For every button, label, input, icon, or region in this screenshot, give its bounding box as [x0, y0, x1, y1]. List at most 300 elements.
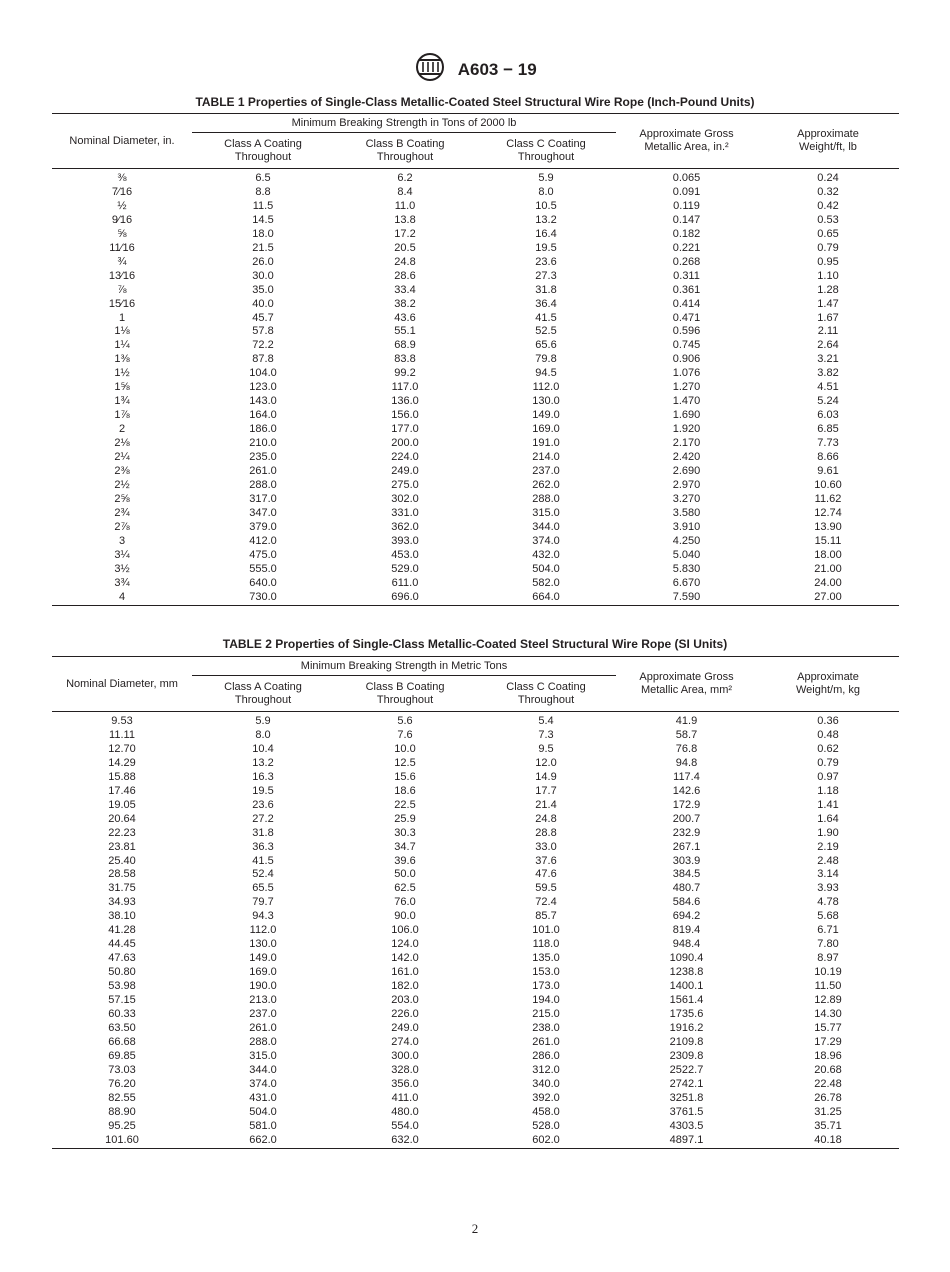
table-cell: 555.0	[249, 562, 277, 575]
table-row	[52, 549, 899, 563]
table-cell: 19.05	[108, 798, 136, 811]
table-cell: 288.0	[249, 478, 277, 491]
table-row	[52, 938, 899, 952]
col-class-c: Class C Coating Throughout	[476, 133, 616, 169]
table-cell: 34.93	[108, 896, 136, 909]
table-row	[52, 423, 899, 437]
table-cell: 200.7	[672, 812, 701, 825]
table-row	[52, 479, 899, 493]
table-cell: 3	[118, 534, 126, 547]
table-cell: 37.6	[535, 854, 557, 867]
table-cell: 13⁄16	[108, 269, 136, 282]
table-cell: 12.70	[108, 742, 136, 755]
table-cell: 1.470	[672, 395, 701, 408]
table-cell: 17.2	[394, 227, 416, 240]
table-cell: 191.0	[532, 437, 560, 450]
table-cell: 2.170	[672, 437, 701, 450]
table-cell: 35.0	[252, 283, 274, 296]
table-cell: 11.0	[394, 199, 416, 212]
table-row	[52, 1134, 899, 1148]
table-cell: 6.670	[672, 576, 701, 589]
table-cell: 1¾	[114, 395, 130, 408]
table-cell: 1.90	[817, 826, 839, 839]
table-cell: 18.96	[814, 1049, 842, 1062]
table-row	[52, 200, 899, 214]
table-cell: 10.19	[814, 966, 842, 979]
table-cell: 261.0	[249, 1021, 277, 1034]
table-cell: 7⁄16	[111, 185, 133, 198]
table-cell: 1⅛	[114, 325, 130, 338]
table-cell: 384.5	[672, 868, 701, 881]
table-cell: 142.0	[391, 952, 419, 965]
table-cell: 2.19	[817, 840, 839, 853]
table-cell: 68.9	[394, 339, 416, 352]
table-cell: 24.8	[535, 812, 557, 825]
table-row	[52, 785, 899, 799]
table-cell: 1½	[114, 367, 130, 380]
table-cell: 12.74	[814, 506, 842, 519]
table-row	[52, 535, 899, 549]
table-row	[52, 563, 899, 577]
table-cell: 632.0	[391, 1133, 419, 1146]
table-cell: 12.89	[814, 994, 842, 1007]
table-cell: 53.98	[108, 980, 136, 993]
table-cell: 182.0	[391, 980, 419, 993]
table-cell: 2742.1	[669, 1077, 704, 1090]
table-cell: 4897.1	[669, 1133, 704, 1146]
table-cell: 213.0	[249, 994, 277, 1007]
table-cell: 504.0	[532, 562, 560, 575]
table-cell: 8.66	[817, 451, 839, 464]
table-row	[52, 1078, 899, 1092]
table-cell: 15⁄16	[108, 297, 136, 310]
table-cell: 173.0	[532, 980, 560, 993]
table-cell: 18.0	[252, 227, 274, 240]
table-cell: 582.0	[532, 576, 560, 589]
table-row	[52, 799, 899, 813]
table-cell: 52.4	[252, 868, 274, 881]
table-row	[52, 896, 899, 910]
table-cell: 11.5	[252, 199, 274, 212]
col-class-c: Class C Coating Throughout	[476, 676, 616, 712]
table-cell: 5.68	[817, 910, 839, 923]
table-cell: 41.9	[675, 715, 698, 727]
table-cell: 7.590	[672, 590, 701, 603]
table-cell: 20.5	[394, 241, 416, 254]
table-row	[52, 910, 899, 924]
table-cell: 611.0	[391, 576, 419, 589]
table-cell: 9⁄16	[111, 213, 133, 226]
table-cell: 5.6	[397, 715, 413, 727]
table-cell: 214.0	[532, 451, 560, 464]
table-cell: 94.3	[252, 910, 274, 923]
table-cell: 2⅝	[114, 492, 130, 505]
table-cell: 1.920	[672, 423, 701, 436]
table-cell: 7.73	[817, 437, 839, 450]
table-cell: 16.3	[252, 770, 274, 783]
table-cell: 3¾	[114, 576, 130, 589]
table-cell: 664.0	[532, 590, 560, 603]
table-cell: 30.3	[394, 826, 416, 839]
table-cell: 118.0	[532, 938, 560, 951]
table-cell: 3.270	[672, 492, 701, 505]
table-row	[52, 169, 899, 186]
table-cell: 5.24	[817, 395, 839, 408]
table-cell: 275.0	[391, 478, 419, 491]
table-cell: 312.0	[532, 1063, 560, 1076]
table-cell: 15.77	[814, 1021, 842, 1034]
table-row	[52, 1050, 899, 1064]
table-cell: 90.0	[394, 910, 416, 923]
table-cell: 315.0	[249, 1049, 277, 1062]
table-cell: 22.48	[814, 1077, 842, 1090]
table-cell: 288.0	[532, 492, 560, 505]
table-cell: 18.00	[814, 548, 842, 561]
table-row	[52, 284, 899, 298]
table-cell: 99.2	[394, 367, 416, 380]
table-cell: 13.2	[252, 756, 274, 769]
table-cell: 2109.8	[669, 1035, 704, 1048]
table-cell: 1.41	[817, 798, 839, 811]
table-cell: 142.6	[672, 784, 701, 797]
table-cell: 0.906	[672, 353, 701, 366]
table-cell: 235.0	[249, 451, 277, 464]
table-cell: 393.0	[391, 534, 419, 547]
table-row	[52, 367, 899, 381]
table-row	[52, 451, 899, 465]
table-cell: 22.5	[394, 798, 416, 811]
table-cell: 0.79	[817, 756, 839, 769]
table-cell: 20.64	[108, 812, 136, 825]
table-cell: 0.091	[672, 185, 701, 198]
table-row	[52, 743, 899, 757]
table-cell: 33.4	[394, 283, 416, 296]
table-cell: ⅞	[117, 283, 127, 296]
table-cell: 47.63	[108, 952, 136, 965]
col-class-a: Class A Coating Throughout	[192, 676, 334, 712]
table-cell: 190.0	[249, 980, 277, 993]
col-metallic-area: Approximate Gross Metallic Area, mm²	[616, 657, 757, 712]
table-row	[52, 729, 899, 743]
table-cell: 88.90	[108, 1105, 136, 1118]
table-row	[52, 924, 899, 938]
table-cell: 15.6	[394, 770, 416, 783]
table-cell: 16.4	[535, 227, 557, 240]
table-row	[52, 841, 899, 855]
table-row	[52, 868, 899, 882]
table-cell: 143.0	[249, 395, 277, 408]
table-cell: 948.4	[672, 938, 701, 951]
table-cell: 1561.4	[669, 994, 704, 1007]
table-cell: 76.8	[675, 742, 698, 755]
table2-title: TABLE 2 Properties of Single-Class Metallic-Coated Steel Structural Wire Rope (SI Units)	[222, 637, 728, 651]
table-cell: 1⅞	[114, 409, 130, 422]
table-row	[52, 1092, 899, 1106]
table-row	[52, 882, 899, 896]
table-cell: 14.30	[814, 1008, 842, 1021]
table-cell: 2.11	[817, 325, 839, 338]
table-cell: 25.9	[394, 812, 416, 825]
table-cell: 2⅛	[114, 437, 130, 450]
table-cell: 104.0	[249, 367, 277, 380]
table-cell: 21.00	[814, 562, 842, 575]
table-cell: 66.68	[108, 1035, 136, 1048]
table-cell: 101.0	[532, 924, 560, 937]
table-cell: 1.64	[817, 812, 839, 825]
table-row	[52, 381, 899, 395]
table-cell: 4303.5	[669, 1119, 704, 1132]
table-cell: 17.46	[108, 784, 136, 797]
table-cell: 79.7	[252, 896, 274, 909]
table-cell: 584.6	[672, 896, 701, 909]
table-cell: 95.25	[108, 1119, 136, 1132]
table-cell: 4.250	[672, 534, 701, 547]
table-cell: 40.18	[814, 1133, 842, 1146]
table-cell: 286.0	[532, 1049, 560, 1062]
table-row	[52, 1008, 899, 1022]
table-cell: 412.0	[249, 534, 277, 547]
table-cell: 30.0	[252, 269, 274, 282]
table-row	[52, 228, 899, 242]
table-cell: 186.0	[249, 423, 277, 436]
table-row	[52, 994, 899, 1008]
table-cell: 2.64	[817, 339, 839, 352]
table-cell: 3¼	[114, 548, 130, 561]
table-cell: 83.8	[394, 353, 416, 366]
table-cell: 87.8	[252, 353, 274, 366]
table-cell: 1⅝	[114, 381, 130, 394]
table-cell: 23.6	[535, 255, 557, 268]
table-cell: 11.50	[814, 980, 842, 993]
table-cell: 36.3	[252, 840, 274, 853]
table-cell: 19.5	[252, 784, 274, 797]
table-cell: 26.0	[252, 255, 274, 268]
table-cell: 36.4	[535, 297, 557, 310]
table-cell: 379.0	[249, 520, 277, 533]
table-cell: 3.580	[672, 506, 701, 519]
col-class-a: Class A Coating Throughout	[192, 133, 334, 169]
table-cell: 3½	[114, 562, 130, 575]
table-cell: 9.53	[111, 715, 133, 727]
table-cell: 2¾	[114, 506, 130, 519]
table-cell: 730.0	[249, 590, 277, 603]
table-cell: 24.8	[394, 255, 416, 268]
table-cell: 13.90	[814, 520, 842, 533]
table-cell: 6.2	[397, 172, 413, 184]
table-cell: 6.03	[817, 409, 839, 422]
table-cell: 24.00	[814, 576, 842, 589]
table-cell: 149.0	[532, 409, 560, 422]
table-row	[52, 312, 899, 326]
table-row	[52, 353, 899, 367]
table-cell: 50.0	[394, 868, 416, 881]
astm-logo-icon	[413, 52, 447, 87]
table-cell: 15.11	[814, 534, 842, 547]
table1	[52, 113, 899, 606]
table-cell: 19.5	[535, 241, 557, 254]
table-cell: 232.9	[672, 826, 701, 839]
table-cell: 1916.2	[669, 1021, 704, 1034]
table-cell: 135.0	[532, 952, 560, 965]
table-cell: 2.970	[672, 478, 701, 491]
table-cell: 55.1	[394, 325, 416, 338]
document-id: A603 − 19	[457, 59, 537, 79]
table-row	[52, 771, 899, 785]
table-cell: 0.32	[817, 185, 839, 198]
table-cell: 26.78	[814, 1091, 842, 1104]
table-cell: 8.8	[255, 185, 271, 198]
table-cell: 161.0	[391, 966, 419, 979]
table-cell: 1.67	[817, 311, 839, 324]
table-cell: 458.0	[532, 1105, 560, 1118]
table-cell: 300.0	[391, 1049, 419, 1062]
table-cell: 10.0	[394, 742, 416, 755]
table-cell: 4	[118, 590, 126, 603]
table-cell: 504.0	[249, 1105, 277, 1118]
table-cell: 65.6	[535, 339, 557, 352]
table-cell: 0.471	[672, 311, 701, 324]
table-row	[52, 325, 899, 339]
table-cell: 0.268	[672, 255, 701, 268]
table-cell: 819.4	[672, 924, 701, 937]
table-cell: 0.596	[672, 325, 701, 338]
col-weight: Approximate Weight/ft, lb	[757, 114, 899, 169]
table-cell: 12.5	[394, 756, 416, 769]
table-cell: 14.9	[535, 770, 557, 783]
table-cell: 2	[118, 423, 126, 436]
table-cell: 45.7	[252, 311, 274, 324]
table-cell: 528.0	[532, 1119, 560, 1132]
table-cell: 14.5	[252, 213, 274, 226]
table-cell: 40.0	[252, 297, 274, 310]
table-row	[52, 256, 899, 270]
table-cell: 2309.8	[669, 1049, 704, 1062]
table-cell: 3761.5	[669, 1105, 704, 1118]
table-cell: 1.18	[817, 784, 839, 797]
table-cell: 1.47	[817, 297, 839, 310]
table-cell: 10.5	[535, 199, 557, 212]
table-cell: 480.0	[391, 1105, 419, 1118]
table-cell: 696.0	[391, 590, 419, 603]
table-cell: 5.9	[255, 715, 271, 727]
table-cell: 347.0	[249, 506, 277, 519]
table-cell: 3.14	[817, 868, 839, 881]
table-cell: 3.93	[817, 882, 839, 895]
table-cell: 169.0	[532, 423, 560, 436]
table-cell: 0.119	[673, 199, 700, 212]
table-cell: 94.5	[535, 367, 557, 380]
table-cell: 0.065	[672, 172, 701, 184]
table-cell: 194.0	[532, 994, 560, 1007]
table-cell: 11.62	[814, 492, 842, 505]
table-cell: 1⅜	[114, 353, 130, 366]
table-cell: 9.61	[817, 465, 839, 478]
table-cell: 62.5	[394, 882, 416, 895]
table-cell: 10.60	[814, 478, 842, 491]
table-cell: 411.0	[391, 1091, 419, 1104]
table-cell: 50.80	[108, 966, 136, 979]
table-cell: 5.4	[538, 715, 554, 727]
table-cell: 31.25	[814, 1105, 842, 1118]
table-cell: 203.0	[391, 994, 419, 1007]
table-cell: 210.0	[249, 437, 277, 450]
table-cell: 38.2	[394, 297, 416, 310]
table-cell: 28.6	[394, 269, 416, 282]
table-cell: 124.0	[391, 938, 419, 951]
table-cell: 79.8	[535, 353, 557, 366]
table-cell: ¾	[117, 255, 127, 268]
table-cell: 362.0	[391, 520, 419, 533]
table-cell: 34.7	[394, 840, 416, 853]
table-cell: 1735.6	[669, 1008, 704, 1021]
table-row	[52, 577, 899, 591]
table-cell: 18.6	[394, 784, 416, 797]
table-cell: 15.88	[108, 770, 136, 783]
table-row	[52, 966, 899, 980]
table-cell: 1.10	[817, 269, 839, 282]
table-cell: 267.1	[672, 840, 701, 853]
table-cell: 581.0	[249, 1119, 277, 1132]
table-cell: 3.910	[672, 520, 701, 533]
table-cell: 2.690	[672, 465, 701, 478]
table-cell: 1238.8	[669, 966, 704, 979]
table-cell: 1	[118, 311, 126, 324]
table-cell: 4.78	[817, 896, 839, 909]
table-cell: 0.48	[817, 728, 839, 741]
table-cell: 13.2	[535, 213, 557, 226]
table-cell: 27.2	[252, 812, 274, 825]
table-cell: 0.221	[672, 241, 701, 254]
table-cell: 4.51	[817, 381, 839, 394]
table-cell: 10.4	[252, 742, 274, 755]
table-cell: 41.28	[108, 924, 136, 937]
table-cell: 164.0	[249, 409, 277, 422]
table-cell: 1090.4	[669, 952, 704, 965]
table-cell: 17.29	[814, 1035, 842, 1048]
col-class-b: Class B Coating Throughout	[334, 676, 476, 712]
table-cell: 392.0	[532, 1091, 560, 1104]
table-cell: 640.0	[249, 576, 277, 589]
table-cell: 302.0	[391, 492, 419, 505]
table-cell: 136.0	[391, 395, 419, 408]
table-cell: 7.80	[817, 938, 839, 951]
table-cell: 58.7	[675, 728, 698, 741]
table1-title: TABLE 1 Properties of Single-Class Metallic-Coated Steel Structural Wire Rope (Inch-Pound Units)	[195, 95, 755, 109]
table-cell: 5.830	[672, 562, 701, 575]
table-cell: 101.60	[105, 1133, 139, 1146]
table-cell: 117.4	[673, 770, 700, 783]
table-row	[52, 270, 899, 284]
table-cell: 156.0	[391, 409, 419, 422]
table-cell: 0.95	[817, 255, 839, 268]
table-row	[52, 409, 899, 423]
table-cell: 662.0	[249, 1133, 277, 1146]
table-cell: 2⅞	[114, 520, 130, 533]
table-cell: 43.6	[394, 311, 416, 324]
col-nominal-diameter: Nominal Diameter, in.	[52, 114, 192, 169]
table-cell: 262.0	[532, 478, 560, 491]
table-cell: 8.0	[255, 728, 271, 741]
table-cell: 8.97	[817, 952, 839, 965]
table-cell: 35.71	[814, 1119, 842, 1132]
table-row	[52, 339, 899, 353]
table-cell: 73.03	[108, 1063, 136, 1076]
table-cell: 63.50	[108, 1021, 136, 1034]
table-cell: 82.55	[108, 1091, 136, 1104]
table-cell: 39.6	[394, 854, 416, 867]
table-cell: 23.6	[252, 798, 274, 811]
col-group-breaking-strength: Minimum Breaking Strength in Tons of 2000 lb	[192, 114, 616, 133]
